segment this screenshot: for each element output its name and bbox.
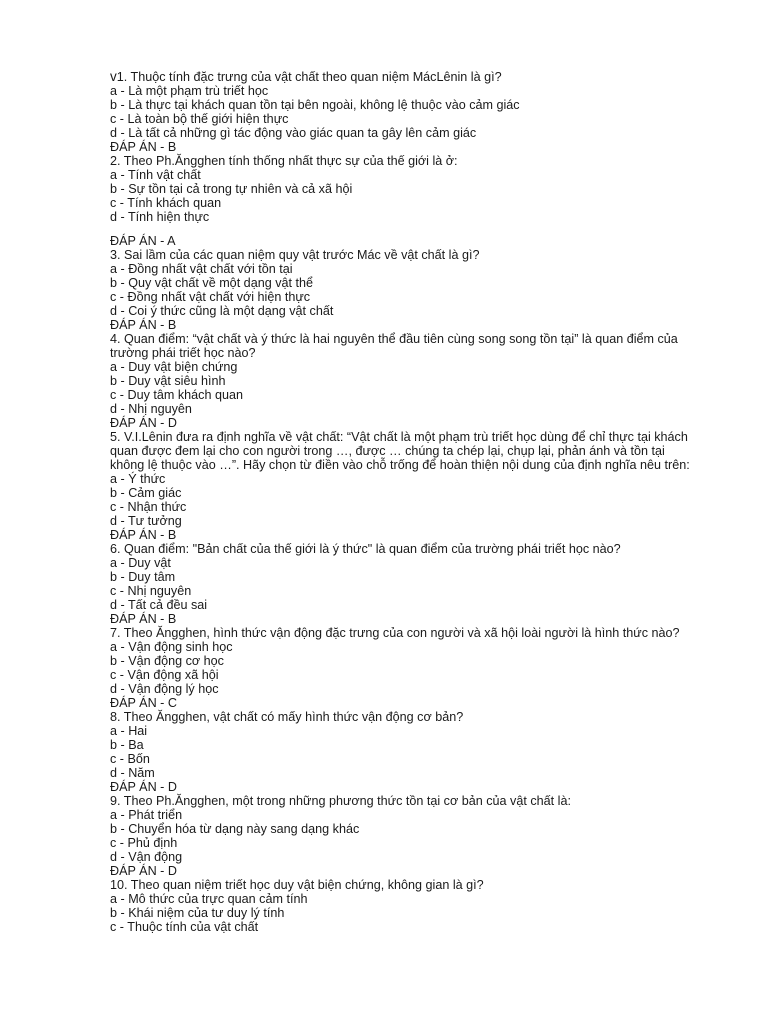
option: a - Duy vật biện chứng (110, 360, 238, 374)
option: b - Là thực tại khách quan tồn tại bên ngoài, không lệ thuộc vào cảm giác (110, 98, 520, 112)
option: b - Sự tồn tại cả trong tự nhiên và cả xã hội (110, 182, 353, 196)
answer: ĐÁP ÁN - B (110, 318, 177, 332)
option: a - Hai (110, 724, 148, 738)
question-1 (110, 70, 708, 84)
question-5: 5. V.I.Lênin đưa ra định nghĩa về vật chất: “Vật chất là một phạm trù triết học dùng để chỉ thực tại khách quan được đem lại cho con người trong …, được … chúng ta chép lại, chụp lại, phản ánh và tồn tại không lệ thuộc vào …”. Hãy chọn từ điền vào chỗ trống để hoàn thiện nội dung của định nghĩa nêu trên: (110, 430, 690, 472)
option: b - Vận động cơ học (110, 654, 224, 668)
option: c - Duy tâm khách quan (110, 388, 243, 402)
option: c - Nhận thức (110, 500, 187, 514)
option: a - Đồng nhất vật chất với tồn tại (110, 262, 293, 276)
spacer (110, 224, 708, 234)
question-7: 7. Theo Ăngghen, hình thức vận động đặc trưng của con người và xã hội loài người là hình thức nào? (110, 626, 680, 640)
question-1-text: 1. Thuộc tính đặc trưng của vật chất theo quan niệm MácLênin là gì? (116, 70, 502, 84)
question-4: 4. Quan điểm: “vật chất và ý thức là hai nguyên thể đầu tiên cùng song song tồn tại” là quan điểm của trường phái triết học nào? (110, 332, 678, 360)
option: d - Coi ý thức cũng là một dạng vật chất (110, 304, 334, 318)
answer: ĐÁP ÁN - D (110, 780, 177, 794)
option: b - Khái niệm của tư duy lý tính (110, 906, 285, 920)
answer: ĐÁP ÁN - D (110, 864, 177, 878)
answer: ĐÁP ÁN - C (110, 696, 177, 710)
answer: ĐÁP ÁN - B (110, 140, 177, 154)
option: b - Cảm giác (110, 486, 182, 500)
option: d - Vận động lý học (110, 682, 219, 696)
option: c - Thuộc tính của vật chất (110, 920, 259, 934)
option: a - Ý thức (110, 472, 166, 486)
option: b - Ba (110, 738, 144, 752)
option: c - Đồng nhất vật chất với hiện thực (110, 290, 311, 304)
question-8: 8. Theo Ăngghen, vật chất có mấy hình thức vận động cơ bản? (110, 710, 464, 724)
option: c - Nhị nguyên (110, 584, 192, 598)
option: c - Phủ định (110, 836, 178, 850)
question-6: 6. Quan điểm: "Bản chất của thế giới là ý thức" là quan điểm của trường phái triết học nào? (110, 542, 621, 556)
option: a - Mô thức của trực quan cảm tính (110, 892, 308, 906)
question-10: 10. Theo quan niệm triết học duy vật biện chứng, không gian là gì? (110, 878, 484, 892)
option: b - Duy tâm (110, 570, 176, 584)
option: b - Quy vật chất về một dạng vật thể (110, 276, 314, 290)
question-2: 2. Theo Ph.Ăngghen tính thống nhất thực sự của thế giới là ở: (110, 154, 458, 168)
option: c - Bốn (110, 752, 150, 766)
option: c - Vận động xã hội (110, 668, 219, 682)
option: d - Tất cả đều sai (110, 598, 208, 612)
option: a - Tính vật chất (110, 168, 201, 182)
option: c - Là toàn bộ thế giới hiện thực (110, 112, 289, 126)
option: b - Chuyển hóa từ dạng này sang dạng khác (110, 822, 360, 836)
option: c - Tính khách quan (110, 196, 222, 210)
question-3: 3. Sai lầm của các quan niệm quy vật trước Mác về vật chất là gì? (110, 248, 480, 262)
question-1-prefix: v (110, 69, 117, 84)
option: b - Duy vật siêu hình (110, 374, 226, 388)
option: a - Là một phạm trù triết học (110, 84, 269, 98)
option: d - Nhị nguyên (110, 402, 192, 416)
option: a - Vận động sinh học (110, 640, 233, 654)
option: d - Tư tưởng (110, 514, 182, 528)
answer: ĐÁP ÁN - B (110, 528, 177, 542)
answer: ĐÁP ÁN - A (110, 234, 176, 248)
question-9: 9. Theo Ph.Ăngghen, một trong những phương thức tồn tại cơ bản của vật chất là: (110, 794, 571, 808)
answer: ĐÁP ÁN - B (110, 612, 177, 626)
option: a - Duy vật (110, 556, 171, 570)
option: d - Là tất cả những gì tác động vào giác quan ta gây lên cảm giác (110, 126, 477, 140)
option: d - Tính hiện thực (110, 210, 210, 224)
answer: ĐÁP ÁN - D (110, 416, 177, 430)
option: a - Phát triển (110, 808, 183, 822)
option: d - Năm (110, 766, 155, 780)
option: d - Vận động (110, 850, 183, 864)
